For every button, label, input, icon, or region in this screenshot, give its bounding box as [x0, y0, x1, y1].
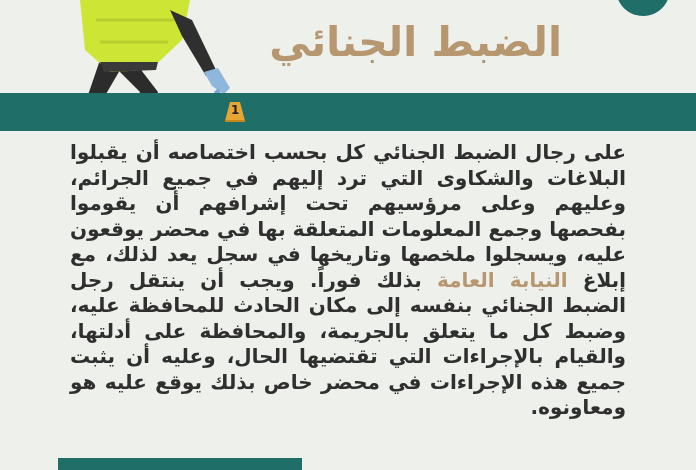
- article-paragraph: [70, 140, 626, 421]
- corner-circle: [616, 0, 670, 16]
- paragraph-part-2: بذلك فوراً. ويجب أن ينتقل رجل الضبط الجنائي بنفسه إلى مكان الحادث للمحافظة عليه، وضبط كل ما يتعلق بالجريمة، والمحافظة على أدلتها، والقيام بالإجراءات التي تقتضيها الحال، وعليه أن يثبت جميع هذه الإجراءات في محضر خاص بذلك يوقع عليه هو ومعاونوه.: [70, 267, 626, 419]
- highlight-public-prosecution: النيابة العامة: [436, 267, 568, 292]
- evidence-marker-label: 1: [231, 103, 240, 117]
- teal-band: [0, 93, 696, 131]
- bottom-accent-bar: [58, 458, 302, 470]
- paragraph-part-1: على رجال الضبط الجنائي كل بحسب اختصاصه أن يقبلوا البلاغات والشكاوى التي ترد إليهم في جميع الجرائم، وعليهم وعلى مرؤسيهم تحت إشرافهم أن يقوموا بفحصها وجمع المعلومات المتعلقة بها في محضر يوقعون عليه، ويسجلوا ملخصها وتاريخها في سجل يعد لذلك، مع إبلاغ: [70, 140, 626, 292]
- page-title: الضبط الجنائي: [269, 18, 562, 66]
- article-body: [70, 140, 626, 421]
